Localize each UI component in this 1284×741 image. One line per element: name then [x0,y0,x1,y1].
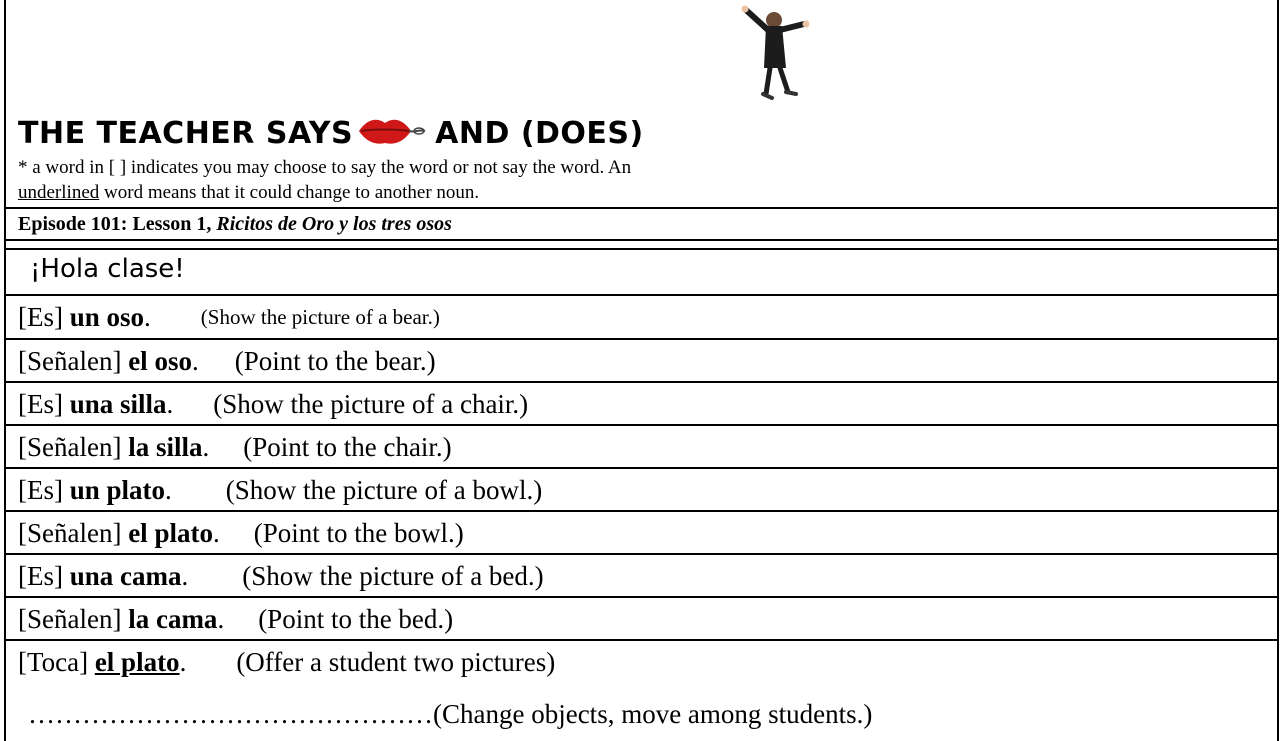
row-prefix: [Señalen] [18,345,122,376]
divider [5,239,1278,241]
row-prefix: [Es] [18,560,63,591]
note-line-1: * a word in [ ] indicates you may choose to say the word or not say the word. An [18,157,632,178]
command-row [18,641,555,683]
row-prefix: [Señalen] [18,603,122,634]
row-suffix: . [179,646,187,677]
row-phrase: el plato [94,646,180,677]
row-action: (Show the picture of a bed.) [242,560,544,591]
row-action: (Show the picture of a bowl.) [225,474,543,505]
row-action: (Point to the chair.) [243,431,452,462]
command-row [18,426,452,468]
row-phrase: una silla [69,388,167,419]
row-phrase: un plato [69,474,166,505]
command-row [18,383,528,425]
jumping-person-image [736,2,814,110]
command-row [18,598,453,640]
row-action: (Point to the bed.) [258,603,454,634]
greeting: ¡Hola clase! [30,254,185,284]
title-part-2: AND (DOES) [435,116,644,151]
command-row [18,340,436,382]
row-action: (Point to the bowl.) [253,517,464,548]
command-row [18,296,440,338]
command-row [18,469,542,511]
episode-story: Ricitos de Oro y los tres osos [216,213,452,235]
row-prefix: [Toca] [18,646,89,677]
row-phrase: el plato [128,517,213,548]
row-suffix: . [212,517,220,548]
row-phrase: un oso [69,301,145,332]
command-row [18,512,464,554]
row-action: (Show the picture of a bear.) [200,304,440,329]
row-suffix: . [165,474,172,505]
row-suffix: . [217,603,225,634]
row-suffix: . [191,345,199,376]
continuation-text: ………………………………………(Change objects, move among students.) [28,698,873,729]
row-suffix: . [202,431,210,462]
row-prefix: [Señalen] [18,431,122,462]
row-phrase: la silla [128,431,203,462]
episode-label: Episode 101: Lesson 1, [18,213,217,235]
lips-icon [357,115,427,147]
instruction-note [18,155,1018,205]
row-phrase: una cama [69,560,182,591]
row-prefix: [Señalen] [18,517,122,548]
row-action: (Show the picture of a chair.) [213,388,529,419]
row-phrase: la cama [128,603,218,634]
episode-heading [18,213,452,236]
continuation-line [28,693,872,735]
row-action: (Offer a student two pictures) [236,646,556,677]
row-prefix: [Es] [18,388,63,419]
divider [5,248,1278,250]
page-title [18,115,644,151]
row-action: (Point to the bear.) [234,345,436,376]
row-suffix: . [181,560,189,591]
title-part-1: THE TEACHER SAYS [18,116,354,151]
note-line-2: word means that it could change to another noun. [99,182,480,203]
row-prefix: [Es] [18,301,63,332]
note-underlined-word: underlined [18,182,100,203]
row-suffix: . [144,301,151,332]
command-row [18,555,544,597]
row-suffix: . [166,388,174,419]
divider [5,207,1278,209]
row-phrase: el oso [128,345,192,376]
row-prefix: [Es] [18,474,63,505]
